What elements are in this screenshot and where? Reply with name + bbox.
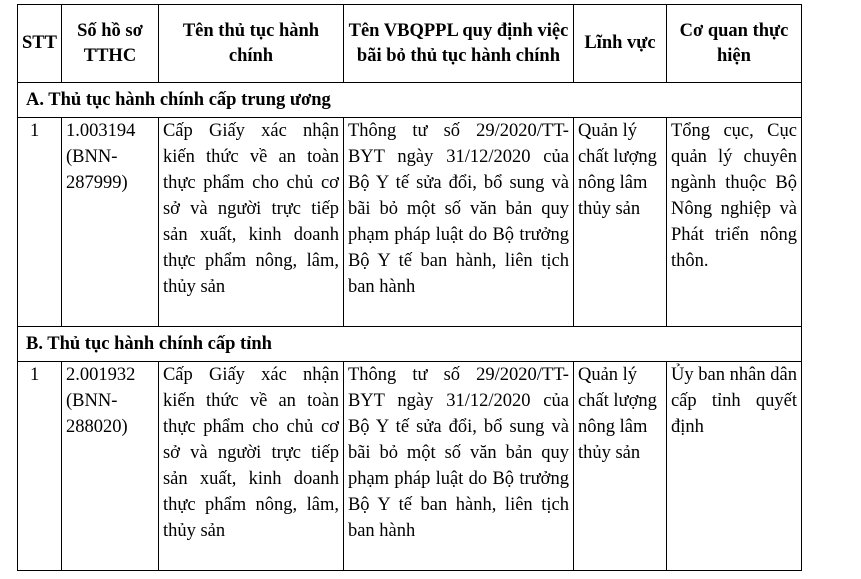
row-a-linh-vuc: Quản lý chất lượng nông lâm thủy sản — [573, 118, 666, 327]
header-co-quan: Cơ quan thực hiện — [666, 5, 801, 83]
row-a-vbqppl: Thông tư số 29/2020/TT-BYT ngày 31/12/2020 của Bộ Y tế sửa đổi, bổ sung và bãi bỏ một số văn bản quy phạm pháp luật do Bộ trưởng Bộ Y tế ban hành, liên tịch ban hành — [343, 118, 573, 327]
row-b-stt: 1 — [18, 362, 62, 571]
row-b-so-ho-so: 2.001932 (BNN-288020) — [61, 362, 158, 571]
header-vbqppl: Tên VBQPPL quy định việc bãi bỏ thủ tục hành chính — [343, 5, 573, 83]
header-so-ho-so: Số hồ sơ TTHC — [61, 5, 158, 83]
row-b-vbqppl: Thông tư số 29/2020/TT-BYT ngày 31/12/2020 của Bộ Y tế sửa đổi, bổ sung và bãi bỏ một số văn bản quy phạm pháp luật do Bộ trưởng Bộ Y tế ban hành, liên tịch ban hành — [343, 362, 573, 571]
table-row — [18, 118, 802, 327]
row-b-linh-vuc: Quản lý chất lượng nông lâm thủy sản — [573, 362, 666, 571]
document-page — [17, 4, 802, 571]
section-a-row — [18, 83, 802, 118]
row-a-stt: 1 — [18, 118, 62, 327]
section-b-title: B. Thủ tục hành chính cấp tỉnh — [18, 327, 802, 362]
row-b-co-quan: Ủy ban nhân dân cấp tỉnh quyết định — [666, 362, 801, 571]
row-a-ten-thu-tuc: Cấp Giấy xác nhận kiến thức về an toàn thực phẩm cho chủ cơ sở và người trực tiếp sản xuất, kinh doanh thực phẩm nông, lâm, thủy sản — [158, 118, 343, 327]
header-row — [18, 5, 802, 83]
procedures-table — [17, 4, 802, 571]
section-b-row — [18, 327, 802, 362]
header-ten-thu-tuc: Tên thủ tục hành chính — [158, 5, 343, 83]
section-a-title: A. Thủ tục hành chính cấp trung ương — [18, 83, 802, 118]
row-b-ten-thu-tuc: Cấp Giấy xác nhận kiến thức về an toàn thực phẩm cho chủ cơ sở và người trực tiếp sản xuất, kinh doanh thực phẩm nông, lâm, thủy sản — [158, 362, 343, 571]
header-linh-vuc: Lĩnh vực — [573, 5, 666, 83]
row-a-so-ho-so: 1.003194 (BNN-287999) — [61, 118, 158, 327]
table-row — [18, 362, 802, 571]
header-stt: STT — [18, 5, 62, 83]
row-a-co-quan: Tổng cục, Cục quản lý chuyên ngành thuộc Bộ Nông nghiệp và Phát triển nông thôn. — [666, 118, 801, 327]
